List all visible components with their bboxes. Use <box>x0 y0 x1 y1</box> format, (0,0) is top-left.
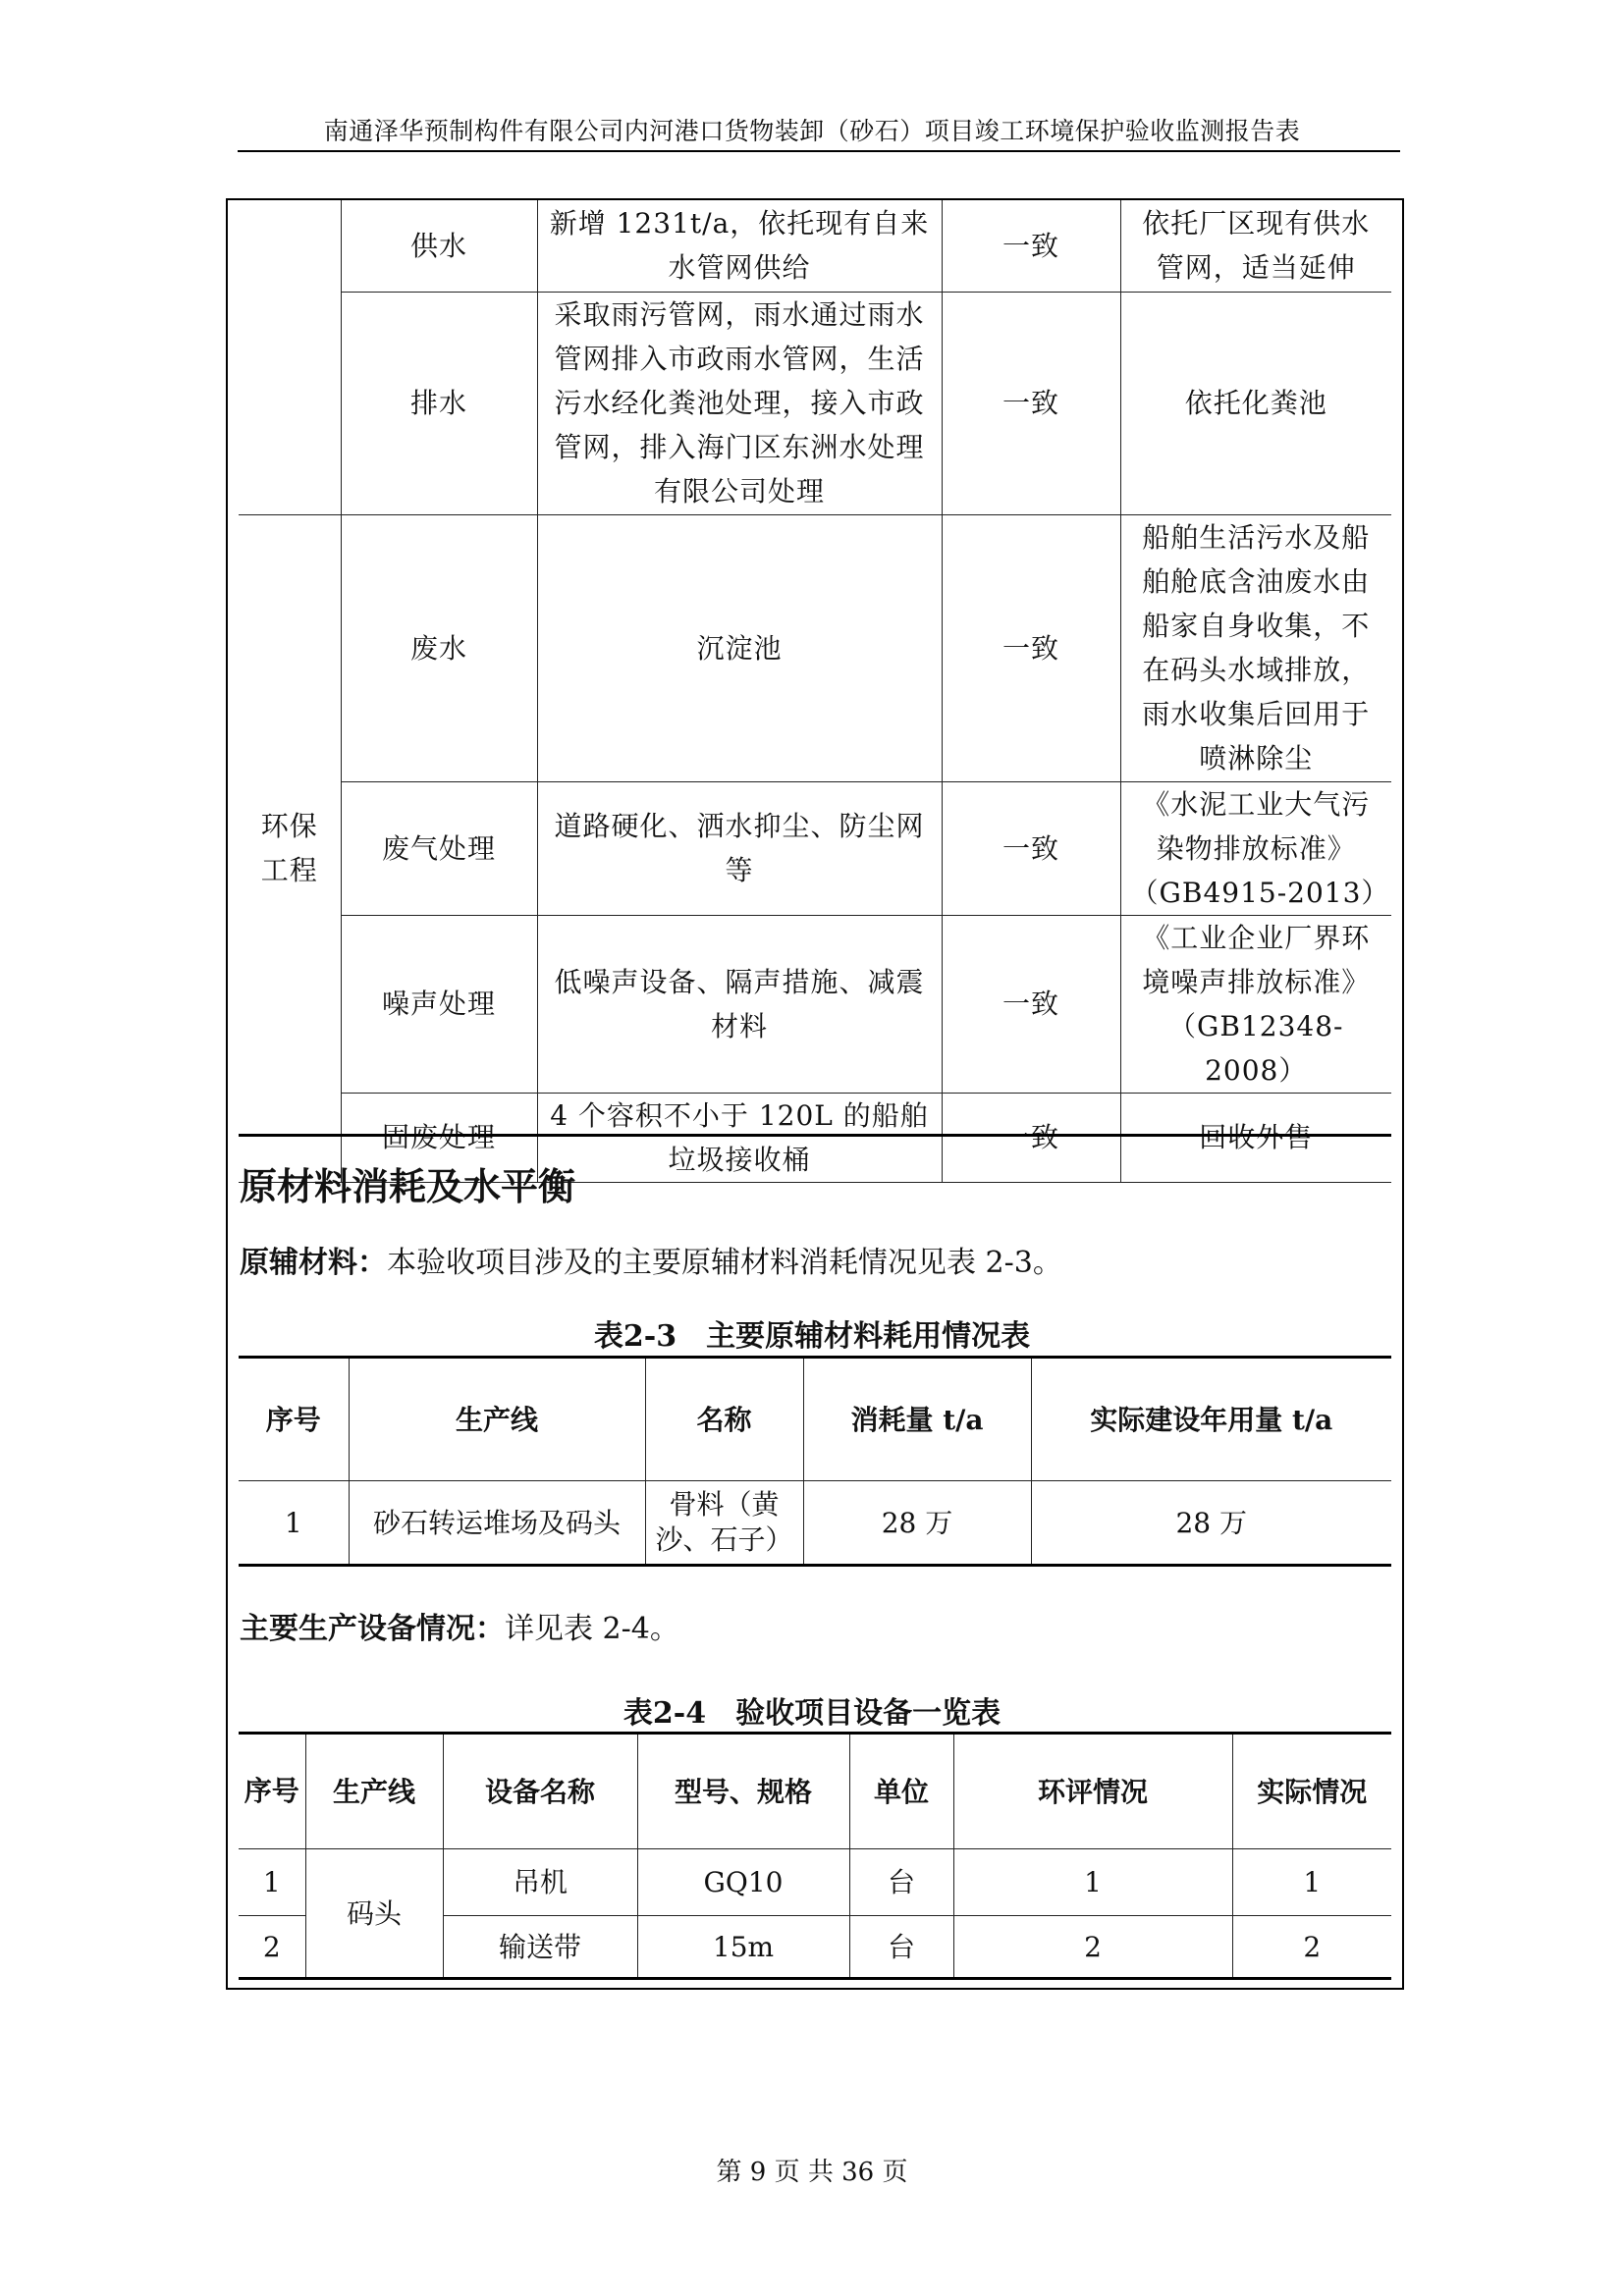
table1-bottom-rule <box>239 1134 1391 1137</box>
design-cell: 采取雨污管网，雨水通过雨水管网排入市政雨水管网，生活污水经化粪池处理，接入市政管网，排入海门区东洲水处理有限公司处理 <box>537 292 942 514</box>
item-cell: 固废处理 <box>341 1093 537 1182</box>
table-cell: 骨料（黄沙、石子） <box>645 1481 803 1566</box>
production-line-cell: 码头 <box>305 1849 443 1979</box>
status-cell: 一致 <box>942 915 1120 1093</box>
design-cell: 新增 1231t/a，依托现有自来水管网供给 <box>537 200 942 292</box>
note-cell: 回收外售 <box>1120 1093 1391 1182</box>
col-header: 型号、规格 <box>637 1734 849 1849</box>
col-header: 实际情况 <box>1232 1734 1391 1849</box>
table-cell: 1 <box>1232 1849 1391 1916</box>
note-cell: 《水泥工业大气污染物排放标准》（GB4915-2013） <box>1120 781 1391 915</box>
header-row <box>239 1734 1391 1849</box>
table-cell: 吊机 <box>443 1849 637 1916</box>
table-cell: 28 万 <box>803 1481 1031 1566</box>
status-cell: 一致 <box>942 1093 1120 1182</box>
table-cell: 砂石转运堆场及码头 <box>349 1481 645 1566</box>
table-cell: 台 <box>849 1916 953 1979</box>
table-row <box>239 1481 1391 1566</box>
design-cell: 沉淀池 <box>537 514 942 781</box>
table23-caption: 表2-3 主要原辅材料耗用情况表 <box>593 1319 1031 1354</box>
table-cell: 15m <box>637 1916 849 1979</box>
col-header: 序号 <box>239 1358 349 1481</box>
item-cell: 噪声处理 <box>341 915 537 1093</box>
col-header: 消耗量 t/a <box>803 1358 1031 1481</box>
equipment-text: 详见表 2-4。 <box>505 1612 679 1646</box>
item-cell: 供水 <box>341 200 537 292</box>
group-label-cell: 环保工程 <box>239 514 341 1182</box>
status-cell: 一致 <box>942 200 1120 292</box>
table-cell: 输送带 <box>443 1916 637 1979</box>
item-cell: 排水 <box>341 292 537 514</box>
table-row <box>239 292 1391 514</box>
col-header: 单位 <box>849 1734 953 1849</box>
design-cell: 4 个容积不小于 120L 的船舶垃圾接收桶 <box>537 1093 942 1182</box>
col-header: 生产线 <box>349 1358 645 1481</box>
status-cell: 一致 <box>942 514 1120 781</box>
table-cell: 1 <box>239 1481 349 1566</box>
table-cell: 1 <box>239 1849 305 1916</box>
table24-caption: 表2-4 验收项目设备一览表 <box>623 1696 1001 1731</box>
table-row <box>239 915 1391 1093</box>
raw-material-table <box>239 1356 1391 1567</box>
table-cell: 2 <box>1232 1916 1391 1979</box>
design-cell: 低噪声设备、隔声措施、减震材料 <box>537 915 942 1093</box>
note-cell: 依托厂区现有供水管网，适当延伸 <box>1120 200 1391 292</box>
raw-material-text: 本验收项目涉及的主要原辅材料消耗情况见表 2-3。 <box>387 1246 1062 1280</box>
equipment-label: 主要生产设备情况： <box>240 1612 505 1646</box>
status-cell: 一致 <box>942 292 1120 514</box>
table-cell: 2 <box>953 1916 1232 1979</box>
table-row <box>239 781 1391 915</box>
table-row <box>239 514 1391 781</box>
note-cell: 《工业企业厂界环境噪声排放标准》（GB12348-2008） <box>1120 915 1391 1093</box>
item-cell: 废气处理 <box>341 781 537 915</box>
col-header: 序号 <box>239 1734 305 1849</box>
col-header: 名称 <box>645 1358 803 1481</box>
header-rule <box>238 150 1400 152</box>
page-header-title: 南通泽华预制构件有限公司内河港口货物装卸（砂石）项目竣工环境保护验收监测报告表 <box>323 117 1301 145</box>
equipment-paragraph <box>240 1604 679 1647</box>
header-row <box>239 1358 1391 1481</box>
note-cell: 依托化粪池 <box>1120 292 1391 514</box>
table-cell: GQ10 <box>637 1849 849 1916</box>
col-header: 环评情况 <box>953 1734 1232 1849</box>
raw-material-paragraph <box>240 1238 1062 1281</box>
item-cell: 废水 <box>341 514 537 781</box>
frame-bottom-border <box>226 1988 1404 1990</box>
raw-material-label: 原辅材料： <box>240 1246 387 1280</box>
col-header: 实际建设年用量 t/a <box>1031 1358 1391 1481</box>
table-cell: 1 <box>953 1849 1232 1916</box>
table-cell: 28 万 <box>1031 1481 1391 1566</box>
table-row <box>239 200 1391 292</box>
table-cell: 台 <box>849 1849 953 1916</box>
note-cell: 船舶生活污水及船舶舱底含油废水由船家自身收集，不在码头水域排放，雨水收集后回用于喷淋除尘 <box>1120 514 1391 781</box>
section-title: 原材料消耗及水平衡 <box>240 1164 576 1208</box>
col-header: 设备名称 <box>443 1734 637 1849</box>
table-row <box>239 1849 1391 1916</box>
env-works-table <box>239 200 1391 1183</box>
page-number: 第 9 页 共 36 页 <box>716 2158 908 2187</box>
design-cell: 道路硬化、洒水抑尘、防尘网等 <box>537 781 942 915</box>
equipment-table <box>239 1732 1391 1980</box>
status-cell: 一致 <box>942 781 1120 915</box>
table-cell: 2 <box>239 1916 305 1979</box>
group-cell-blank <box>239 200 341 514</box>
col-header: 生产线 <box>305 1734 443 1849</box>
